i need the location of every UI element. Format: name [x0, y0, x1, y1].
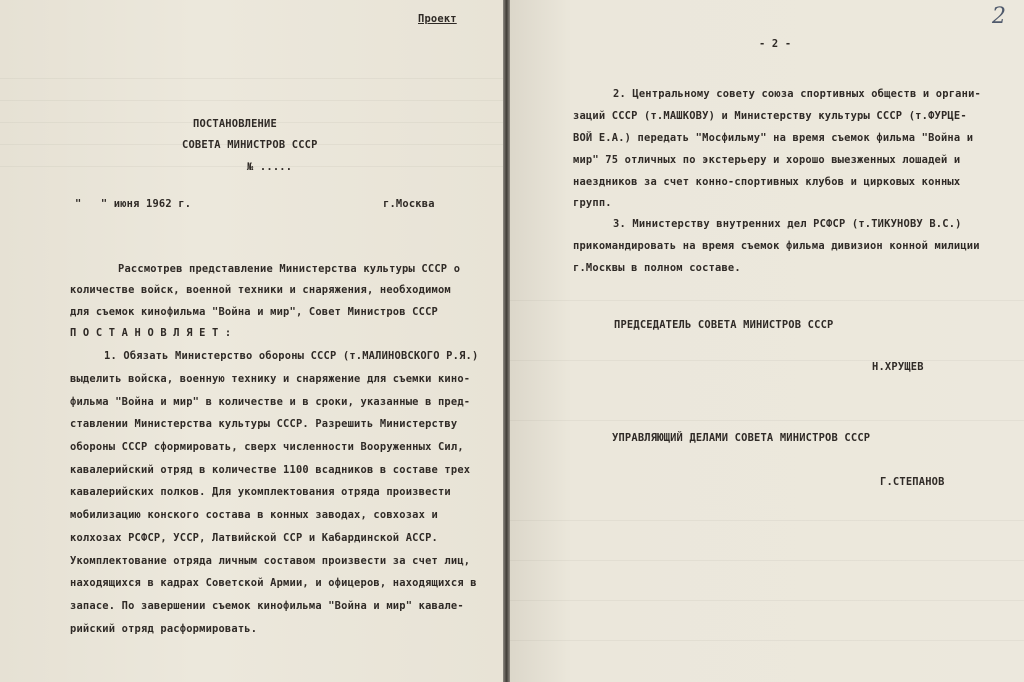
body-line: колхозах РСФСР, УССР, Латвийской ССР и Кабардинской АССР.: [70, 532, 438, 544]
body-line: рийский отряд расформировать.: [70, 623, 258, 635]
body-line: ВОЙ Е.А.) передать "Мосфильму" на время съемок фильма "Война и: [573, 132, 974, 144]
draft-mark: Проект: [418, 13, 457, 25]
body-line: кавалерийский отряд в количестве 1100 всадников в составе трех: [70, 464, 471, 476]
decree-title: ПОСТАНОВЛЕНИЕ: [193, 118, 277, 130]
body-line: групп.: [573, 197, 612, 209]
body-line: запасе. По завершении съемок кинофильма "Война и мир" кавале-: [70, 600, 464, 612]
body-line: наездников за счет конно-спортивных клубов и цирковых конных: [573, 176, 961, 188]
body-line: для съемок кинофильма "Война и мир", Совет Министров СССР: [70, 306, 438, 318]
body-line: фильма "Война и мир" в количестве и в сроки, указанные в пред-: [70, 396, 471, 408]
body-line: прикомандировать на время съемок фильма дивизион конной милиции: [573, 240, 980, 252]
body-line: 3. Министерству внутренних дел РСФСР (т.ТИКУНОВУ В.С.): [613, 218, 962, 230]
body-line: количестве войск, военной техники и снаряжения, необходимом: [70, 284, 451, 296]
resolution-keyword: П О С Т А Н О В Л Я Е Т :: [70, 327, 232, 339]
body-line: ставлении Министерства культуры СССР. Разрешить Министерству: [70, 418, 458, 430]
body-line: Рассмотрев представление Министерства культуры СССР о: [118, 263, 461, 275]
body-line: г.Москвы в полном составе.: [573, 262, 741, 274]
book-gutter: [503, 0, 510, 682]
body-line: заций СССР (т.МАШКОВУ) и Министерству культуры СССР (т.ФУРЦЕ-: [573, 110, 967, 122]
decree-date: " " июня 1962 г.: [75, 198, 192, 210]
page-number: - 2 -: [759, 38, 792, 50]
manager-signature-name: Г.СТЕПАНОВ: [880, 476, 945, 488]
body-line: выделить войска, военную технику и снаряжение для съемки кино-: [70, 373, 471, 385]
body-line: 2. Центральному совету союза спортивных обществ и органи-: [613, 88, 981, 100]
body-line: обороны СССР сформировать, сверх численности Вооруженных Сил,: [70, 441, 464, 453]
decree-number: № .....: [247, 161, 293, 173]
archive-folio-number: 2: [992, 4, 1006, 29]
page-left: [0, 0, 503, 682]
chairman-title: ПРЕДСЕДАТЕЛЬ СОВЕТА МИНИСТРОВ СССР: [614, 319, 834, 331]
body-line: мир" 75 отличных по экстерьеру и хорошо выезженных лошадей и: [573, 154, 961, 166]
decree-place: г.Москва: [383, 198, 435, 210]
body-line: Укомплектование отряда личным составом произвести за счет лиц,: [70, 555, 471, 567]
body-line: находящихся в кадрах Советской Армии, и офицеров, находящихся в: [70, 577, 477, 589]
body-line: 1. Обязать Министерство обороны СССР (т.МАЛИНОВСКОГО Р.Я.): [104, 350, 479, 362]
page-right: [510, 0, 1024, 682]
body-line: кавалерийских полков. Для укомплектования отряда произвести: [70, 486, 451, 498]
chairman-signature-name: Н.ХРУЩЕВ: [872, 361, 924, 373]
body-line: мобилизацию конского состава в конных заводах, совхозах и: [70, 509, 438, 521]
manager-title: УПРАВЛЯЮЩИЙ ДЕЛАМИ СОВЕТА МИНИСТРОВ СССР: [612, 432, 871, 444]
decree-issuer: СОВЕТА МИНИСТРОВ СССР: [182, 139, 318, 151]
